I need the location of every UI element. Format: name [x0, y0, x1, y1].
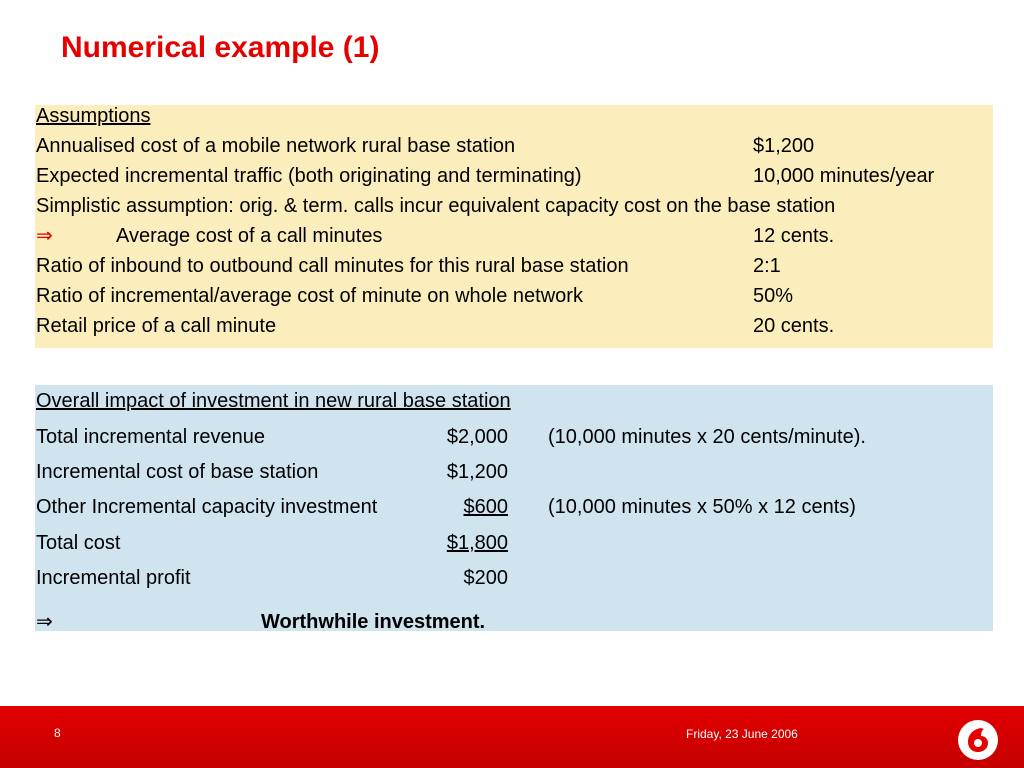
conclusion-text: Worthwhile investment. — [261, 611, 486, 633]
impact-label: Total incremental revenue — [36, 426, 266, 448]
assumption-label: Annualised cost of a mobile network rural base station — [36, 135, 516, 157]
assumption-label: Average cost of a call minutes — [116, 225, 383, 247]
assumption-label: Expected incremental traffic (both originating and terminating) — [36, 165, 582, 187]
assumption-label: Ratio of inbound to outbound call minutes for this rural base station — [36, 255, 629, 277]
implies-arrow-icon: ⇒ — [36, 611, 53, 633]
assumption-value: 20 cents. — [753, 315, 835, 337]
impact-value: $1,800 — [446, 532, 508, 554]
impact-label: Incremental cost of base station — [36, 461, 319, 483]
page-number: 8 — [54, 726, 61, 740]
slide-title: Numerical example (1) — [61, 31, 380, 64]
assumption-label: Simplistic assumption: orig. & term. calls incur equivalent capacity cost on the base station — [36, 195, 836, 217]
footer-bar — [0, 706, 1024, 768]
impact-label: Other Incremental capacity investment — [36, 496, 378, 518]
vodafone-logo-icon — [956, 718, 1000, 762]
impact-value: $600 — [463, 496, 508, 518]
assumption-value: 10,000 minutes/year — [753, 165, 935, 187]
assumption-label: Ratio of incremental/average cost of minute on whole network — [36, 285, 583, 307]
assumption-value: 50% — [753, 285, 794, 307]
impact-heading: Overall impact of investment in new rural base station — [36, 390, 511, 412]
impact-label: Incremental profit — [36, 567, 191, 589]
implies-arrow-icon: ⇒ — [36, 225, 53, 247]
impact-note: (10,000 minutes x 20 cents/minute). — [548, 426, 866, 448]
assumption-value: 2:1 — [753, 255, 781, 277]
impact-value: $200 — [463, 567, 508, 589]
impact-value: $2,000 — [446, 426, 508, 448]
footer-date: Friday, 23 June 2006 — [686, 727, 798, 741]
assumption-value: 12 cents. — [753, 225, 835, 247]
assumptions-heading: Assumptions — [36, 105, 151, 127]
assumption-label: Retail price of a call minute — [36, 315, 277, 337]
impact-value: $1,200 — [446, 461, 508, 483]
impact-label: Total cost — [36, 532, 121, 554]
impact-note: (10,000 minutes x 50% x 12 cents) — [548, 496, 856, 518]
assumption-value: $1,200 — [753, 135, 815, 157]
